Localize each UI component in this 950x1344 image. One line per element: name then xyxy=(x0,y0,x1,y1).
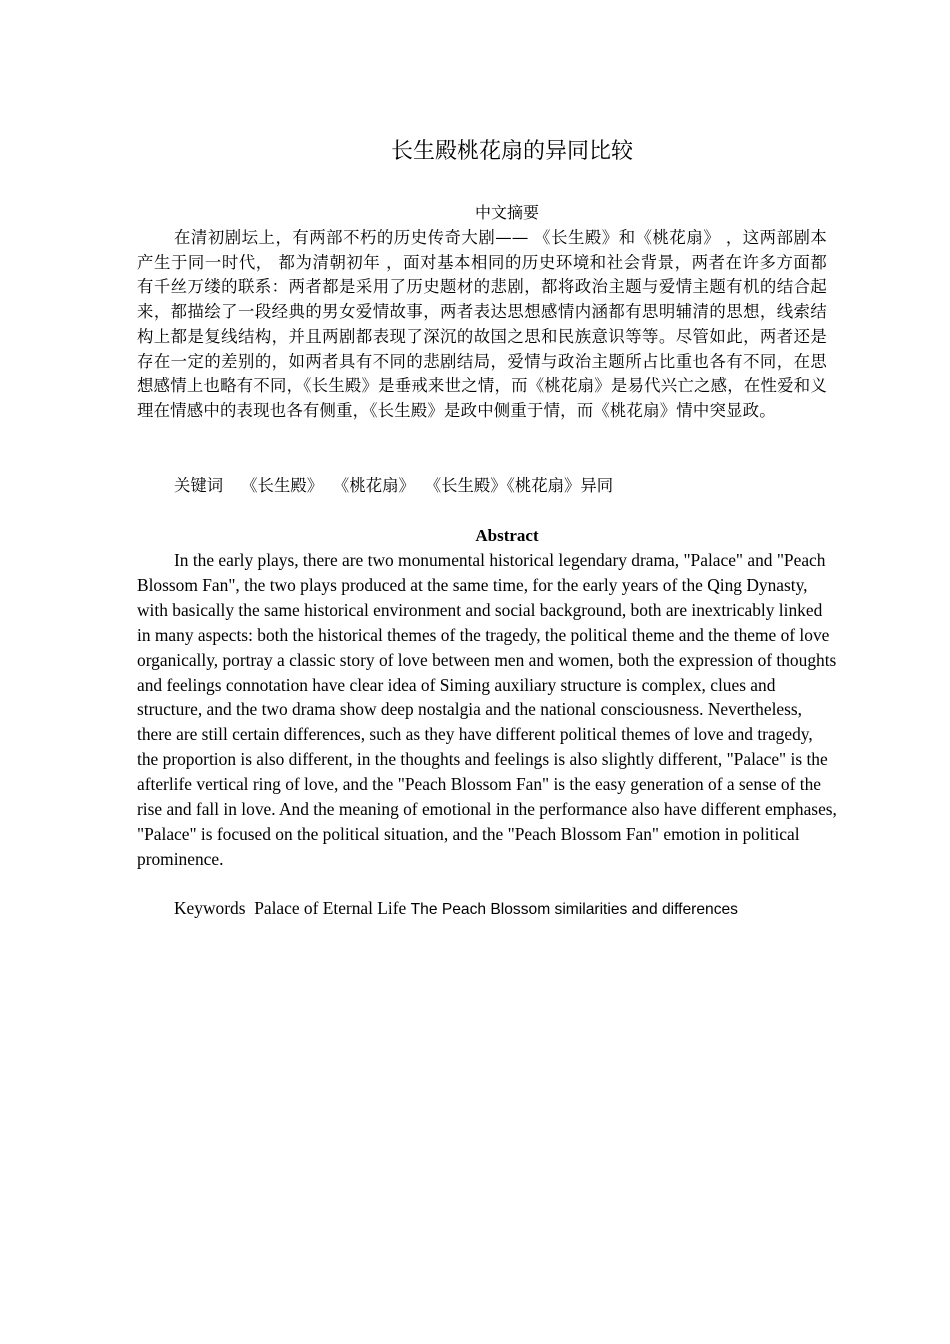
chinese-keywords-label: 关键词 xyxy=(174,476,224,495)
english-keyword: The Peach Blossom similarities and differences xyxy=(410,901,738,918)
document-title: 长生殿桃花扇的异同比较 xyxy=(390,139,633,164)
chinese-keyword: 《桃花扇》 xyxy=(341,476,415,495)
chinese-abstract-heading: 中文摘要 xyxy=(474,203,539,222)
english-keywords-line xyxy=(174,896,854,923)
english-keyword: Palace of Eternal Life xyxy=(254,898,407,918)
chinese-keywords-line xyxy=(174,474,834,499)
english-abstract-body: In the early plays, there are two monumental historical legendary drama, "Palace" and "Peach Blossom Fan", the two plays produced at the same time, for the early years of the Qing Dynasty, with basically the same historical environment and social background, both are inextricably linked in many aspects: both the historical themes of the tragedy, the political theme and the theme of love organically, portray a classic story of love between men and women, both the expression of thoughts and feelings connotation have clear idea of Siming auxiliary structure is complex, clues and structure, and the two drama show deep nostalgia and the national consciousness. Nevertheless, there are still certain differences, such as they have different political themes of love and tragedy, the proportion is also different, in the thoughts and feelings is also slightly different, "Palace" is the afterlife vertical ring of love, and the "Peach Blossom Fan" is the easy generation of a sense of the rise and fall in love. And the meaning of emotional in the performance also have different emphases, "Palace" is focused on the political situation, and the "Peach Blossom Fan" emotion in political prominence. xyxy=(137,550,837,869)
english-keywords-label: Keywords xyxy=(174,898,246,918)
chinese-keyword: 《长生殿》 xyxy=(241,476,324,495)
english-abstract-heading: Abstract xyxy=(475,526,539,545)
chinese-abstract-body: 在清初剧坛上，有两部不朽的历史传奇大剧—— 《长生殿》和《桃花扇》 ，这两部剧本产生于同一时代， 都为清朝初年 ，面对基本相同的历史环境和社会背景，两者在许多方面都有千丝万缕的联系：两者都是采用了历史题材的悲剧，都将政治主题与爱情主题有机的结合起来，都描绘了一段经典的男女爱情故事，两者表达思想感情内涵都有思明辅清的思想，线索结构上都是复线结构，并且两剧都表现了深沉的故国之思和民族意识等等。尽管如此，两者还是存在一定的差别的，如两者具有不同的悲剧结局，爱情与政治主题所占比重也各有不同，在思想感情上也略有不同，《长生殿》是垂戒来世之情，而《桃花扇》是易代兴亡之感，在性爱和义理在情感中的表现也各有侧重，《长生殿》是政中侧重于情，而《桃花扇》情中突显政。 xyxy=(137,228,827,420)
chinese-keyword: 《长生殿》《桃花扇》异同 xyxy=(432,476,614,495)
